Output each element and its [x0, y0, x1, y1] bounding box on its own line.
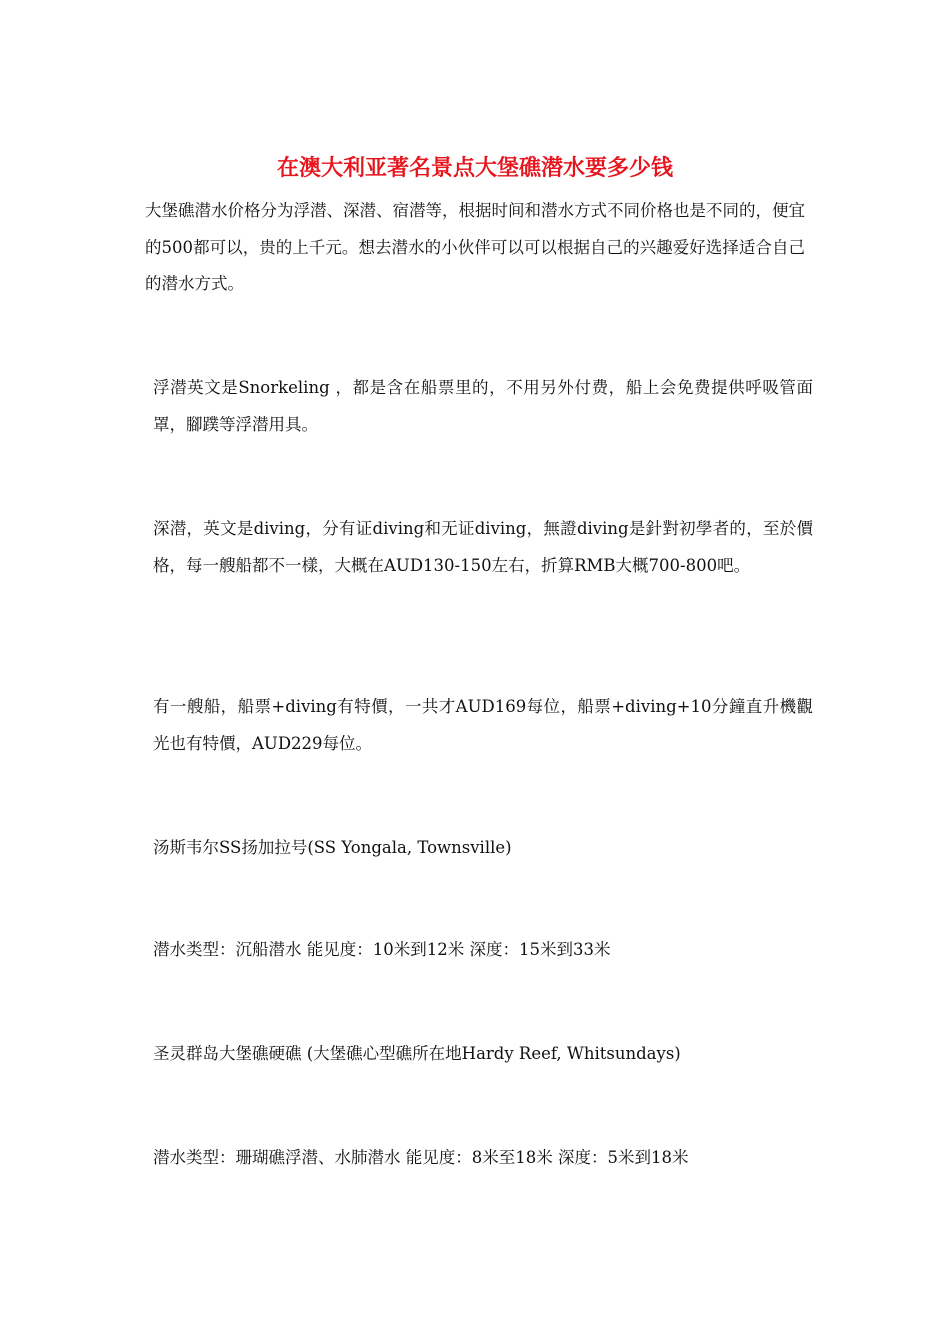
paragraph-snorkeling: 浮潜英文是Snorkeling ，都是含在船票里的，不用另外付费，船上会免费提供呼吸管面罩，腳蹼等浮潜用具。	[153, 378, 813, 434]
paragraph-diving: 深潜，英文是diving，分有证diving和无证diving，無證diving是針對初學者的，至於價格，每一艘船都不一樣，大概在AUD130-150左右，折算RMB大概700-800吧。	[153, 519, 813, 575]
paragraph-special-offer: 有一艘船，船票+diving有特價，一共才AUD169每位，船票+diving+10分鐘直升機觀光也有特價，AUD229每位。	[153, 697, 813, 753]
paragraph-yongala-details: 潜水类型：沉船潜水 能见度：10米到12米 深度：15米到33米	[153, 940, 611, 959]
paragraph-hardy-reef-details: 潜水类型：珊瑚礁浮潜、水肺潜水 能见度：8米至18米 深度：5米到18米	[153, 1148, 689, 1167]
paragraph-hardy-reef: 圣灵群岛大堡礁硬礁 (大堡礁心型礁所在地Hardy Reef, Whitsundays)	[153, 1044, 681, 1063]
paragraph-intro: 大堡礁潜水价格分为浮潜、深潜、宿潜等，根据时间和潜水方式不同价格也是不同的，便宜的500都可以，贵的上千元。想去潜水的小伙伴可以可以根据自己的兴趣爱好选择适合自己的潜水方式。	[145, 201, 805, 293]
paragraph-yongala: 汤斯韦尔SS扬加拉号(SS Yongala, Townsville)	[153, 838, 512, 857]
document-title: 在澳大利亚著名景点大堡礁潜水要多少钱	[276, 155, 673, 181]
